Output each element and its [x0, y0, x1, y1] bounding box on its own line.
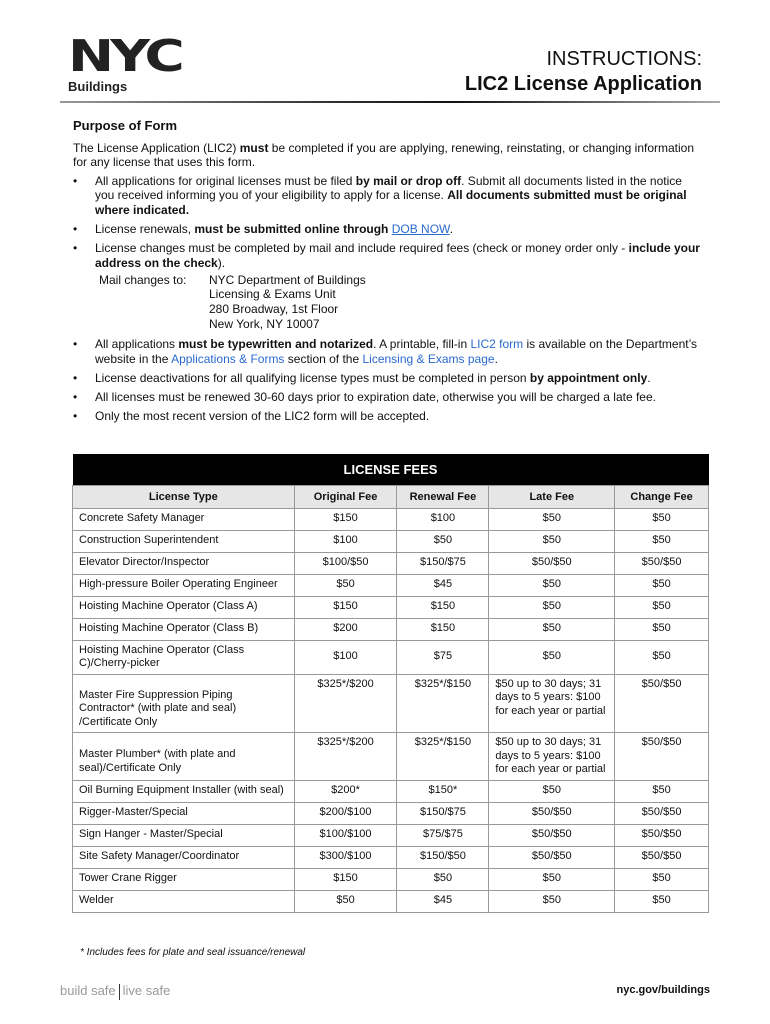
- fee-cell: $50: [615, 530, 709, 552]
- mailing-address: Mail changes to: NYC Department of Buildings Licensing & Exams Unit 280 Broadway, 1st Floor New York, NY 10007: [99, 272, 366, 331]
- fee-cell: $150: [397, 596, 489, 618]
- fee-cell: $50: [615, 640, 709, 674]
- table-row: [73, 733, 709, 781]
- fee-cell: $50/$50: [615, 552, 709, 574]
- fee-cell: $50/$50: [615, 846, 709, 868]
- fee-cell: $50/$50: [615, 674, 709, 733]
- purpose-heading: Purpose of Form: [73, 118, 178, 133]
- slogan: build safe live safe: [60, 983, 171, 998]
- fee-cell: $50: [489, 640, 615, 674]
- license-type-cell: Welder: [73, 890, 295, 912]
- fee-cell: $100: [294, 640, 397, 674]
- fee-cell: $325*/$150: [397, 733, 489, 781]
- fee-cell: $150/$50: [397, 846, 489, 868]
- fee-cell: $100: [397, 508, 489, 530]
- list-item: • All licenses must be renewed 30-60 days prior to expiration date, otherwise you will be charged a late fee.: [73, 390, 703, 405]
- fee-cell: $150*: [397, 780, 489, 802]
- license-type-cell: Master Fire Suppression Piping Contractor* (with plate and seal) /Certificate Only: [73, 674, 295, 733]
- footnote: * Includes fees for plate and seal issuance/renewal: [80, 947, 306, 958]
- license-type-cell: Site Safety Manager/Coordinator: [73, 846, 295, 868]
- license-type-cell: Rigger-Master/Special: [73, 802, 295, 824]
- column-header: Original Fee: [294, 485, 397, 508]
- fee-cell: $50: [615, 868, 709, 890]
- column-header: Late Fee: [489, 485, 615, 508]
- instructions-list: [73, 174, 703, 271]
- fee-cell: $100/$50: [294, 552, 397, 574]
- table-row: [73, 618, 709, 640]
- fee-cell: $45: [397, 890, 489, 912]
- fee-cell: $50: [615, 574, 709, 596]
- list-item: • All applications for original licenses must be filed by mail or drop off. Submit all documents listed in the notice you received informing you of your eligibility to apply for a license. All documents submitted must be original where indicated.: [73, 174, 703, 218]
- fee-cell: $50: [294, 574, 397, 596]
- fee-cell: $45: [397, 574, 489, 596]
- table-caption: LICENSE FEES: [73, 454, 709, 485]
- fee-cell: $150/$75: [397, 552, 489, 574]
- page-title: INSTRUCTIONS: LIC2 License Application: [464, 48, 702, 95]
- fee-cell: $50 up to 30 days; 31 days to 5 years: $100 for each year or partial: [489, 733, 615, 781]
- license-type-cell: Tower Crane Rigger: [73, 868, 295, 890]
- list-item: • License deactivations for all qualifying license types must be completed in person by appointment only.: [73, 371, 703, 386]
- license-type-cell: Concrete Safety Manager: [73, 508, 295, 530]
- fee-cell: $200: [294, 618, 397, 640]
- fee-cell: $50: [489, 890, 615, 912]
- lic2-form-link[interactable]: LIC2 form: [470, 337, 524, 352]
- intro-text: The License Application (LIC2) must be completed if you are applying, renewing, reinstating, or changing information for any license that uses this form.: [73, 140, 695, 170]
- fee-cell: $50: [489, 574, 615, 596]
- fee-cell: $50: [489, 868, 615, 890]
- fee-cell: $50/$50: [489, 846, 615, 868]
- license-type-cell: Hoisting Machine Operator (Class A): [73, 596, 295, 618]
- table-row: [73, 824, 709, 846]
- nyc-buildings-logo: NYC Buildings: [68, 31, 182, 94]
- fee-cell: $50: [615, 596, 709, 618]
- table-row: [73, 674, 709, 733]
- fee-cell: $50: [489, 530, 615, 552]
- fee-cell: $300/$100: [294, 846, 397, 868]
- license-type-cell: High-pressure Boiler Operating Engineer: [73, 574, 295, 596]
- fee-cell: $50/$50: [615, 824, 709, 846]
- fee-cell: $150: [294, 868, 397, 890]
- table-row: [73, 868, 709, 890]
- fee-cell: $150: [294, 596, 397, 618]
- license-type-cell: Master Plumber* (with plate and seal)/Certificate Only: [73, 733, 295, 781]
- fee-cell: $50: [489, 618, 615, 640]
- license-type-cell: Hoisting Machine Operator (Class B): [73, 618, 295, 640]
- fee-cell: $50: [489, 508, 615, 530]
- table-row: [73, 508, 709, 530]
- fee-cell: $50: [294, 890, 397, 912]
- fee-cell: $325*/$150: [397, 674, 489, 733]
- list-item: • Only the most recent version of the LIC2 form will be accepted.: [73, 409, 703, 424]
- header-divider: [60, 101, 720, 103]
- fee-cell: $50/$50: [615, 802, 709, 824]
- fee-cell: $50/$50: [489, 802, 615, 824]
- table-row: [73, 552, 709, 574]
- website-url: nyc.gov/buildings: [616, 984, 710, 996]
- fee-cell: $50/$50: [489, 824, 615, 846]
- licensing-exams-link[interactable]: Licensing & Exams page: [362, 351, 495, 366]
- fee-cell: $325*/$200: [294, 674, 397, 733]
- table-row: [73, 596, 709, 618]
- fee-cell: $100/$100: [294, 824, 397, 846]
- fee-cell: $150: [294, 508, 397, 530]
- fee-cell: $200*: [294, 780, 397, 802]
- fee-cell: $50: [489, 596, 615, 618]
- fee-cell: $50: [615, 780, 709, 802]
- license-type-cell: Hoisting Machine Operator (Class C)/Cherry-picker: [73, 640, 295, 674]
- list-item: • All applications must be typewritten and notarized. A printable, fill-in LIC2 form is available on the Department’s website in the Applications & Forms section of the Licensing & Exams page.: [73, 337, 703, 366]
- license-fees-table: [72, 454, 709, 913]
- table-row: [73, 530, 709, 552]
- fee-cell: $50/$50: [489, 552, 615, 574]
- column-header: Renewal Fee: [397, 485, 489, 508]
- purpose-section: [73, 119, 703, 428]
- fee-cell: $50: [615, 618, 709, 640]
- list-item: • License changes must be completed by mail and include required fees (check or money order only - include your address on the check).: [73, 241, 703, 270]
- table-row: [73, 846, 709, 868]
- column-header: License Type: [73, 485, 295, 508]
- fee-cell: $75/$75: [397, 824, 489, 846]
- fee-cell: $50 up to 30 days; 31 days to 5 years: $100 for each year or partial: [489, 674, 615, 733]
- license-type-cell: Elevator Director/Inspector: [73, 552, 295, 574]
- fee-cell: $50: [615, 508, 709, 530]
- fee-cell: $150/$75: [397, 802, 489, 824]
- fee-cell: $50: [397, 530, 489, 552]
- dob-now-link[interactable]: DOB NOW: [391, 222, 450, 237]
- table-row: [73, 780, 709, 802]
- license-type-cell: Oil Burning Equipment Installer (with seal): [73, 780, 295, 802]
- license-type-cell: Construction Superintendent: [73, 530, 295, 552]
- fee-cell: $50: [489, 780, 615, 802]
- license-type-cell: Sign Hanger - Master/Special: [73, 824, 295, 846]
- instructions-list-2: [73, 337, 703, 423]
- fee-cell: $150: [397, 618, 489, 640]
- table-row: [73, 802, 709, 824]
- column-header: Change Fee: [615, 485, 709, 508]
- table-row: [73, 890, 709, 912]
- fee-cell: $75: [397, 640, 489, 674]
- fee-cell: $50: [615, 890, 709, 912]
- fee-cell: $200/$100: [294, 802, 397, 824]
- applications-forms-link[interactable]: Applications & Forms: [171, 351, 285, 366]
- list-item: • License renewals, must be submitted online through DOB NOW.: [73, 222, 703, 237]
- fee-cell: $325*/$200: [294, 733, 397, 781]
- fee-cell: $50: [397, 868, 489, 890]
- fee-cell: $100: [294, 530, 397, 552]
- fee-cell: $50/$50: [615, 733, 709, 781]
- table-row: [73, 640, 709, 674]
- table-row: [73, 574, 709, 596]
